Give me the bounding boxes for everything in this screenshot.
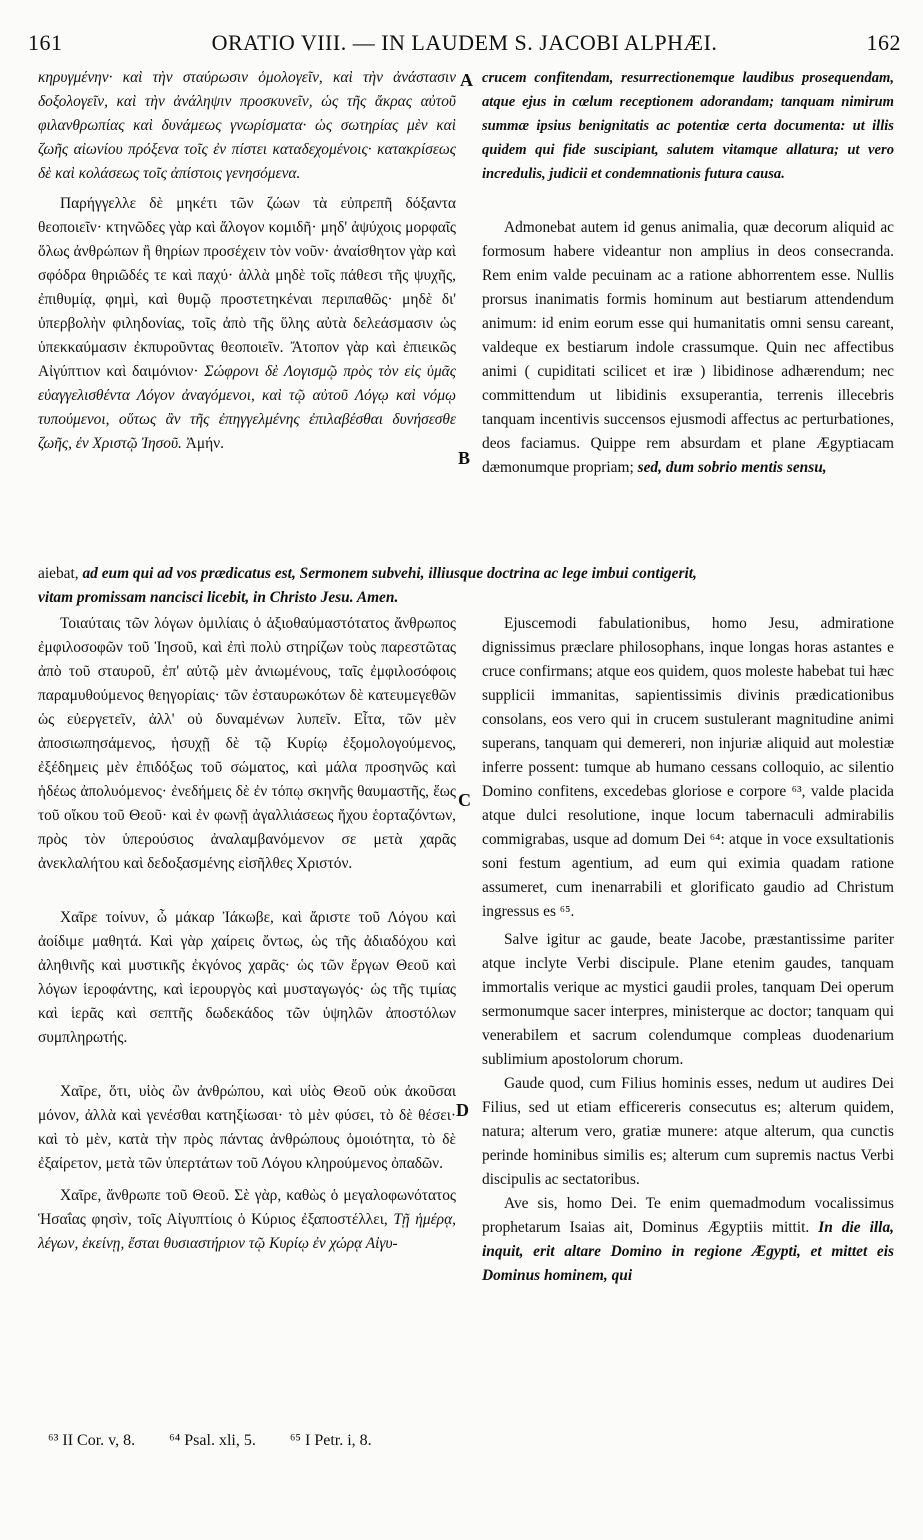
margin-letter-b: B xyxy=(458,448,471,468)
latin-paragraph-3: Ejuscemodi fabulationibus, homo Jesu, admiratione dignissimus præclare philosophans, inque longas horas astantes e cruce confirmans; atque eos quidem, quos moleste habebat tui hæc supplicii immanitas, sapientissimis divinis prædicationibus consolans, eos vero qui in crucem sustulerant magnitudine animi superans, tanquam qui demereri, non injuriæ aliquid aut molestiæ inferre possent: tumque ab humano cessans colloquio, ac silentio Domino confitens, excedebas gloriose e corpore ⁶³, valde placida atque dulci resolutione, inque locum tabernaculi admirabilis commigrabas, usque ad domum Dei ⁶⁴: atque in voce exsultationis soni festum agentium, ad eum qui eximia quadam ratione assumeret, cum inenarrabili et glorificato gaudio ad Christum ingressus es ⁶⁵. xyxy=(482,615,894,920)
running-head: ORATIO VIII. — IN LAUDEM S. JACOBI ALPHÆI. xyxy=(211,30,718,55)
footnote-65: ⁶⁵ I Petr. i, 8. xyxy=(289,1432,372,1449)
greek-paragraph-2-text: Παρήγγελλε δὲ μηκέτι τῶν ζώων τὰ εὐπρεπῆ δόξαντα θεοποιεῖν· κτηνῶδες γὰρ καὶ ἄλογον κομιδῆ· μηδ' ἀψύχοις μορφαῖς ὅλως ἀνθρώπων ἢ θηρίων προσέχειν τὸν νοῦν· ἀναίσθητον γὰρ καὶ σφόδρα θηριῶδές τε καὶ παχύ· ἀλλὰ μηδὲ τοῖς πάθεσι τῆς ψυχῆς, ἐπιθυμίᾳ, φημὶ, καὶ θυμῷ προστετηκέναι περιπαθῶς· μηδὲ δι' ὑπερβολὴν φιληδονίας, τοῖς ἀπὸ τῆς ὕλης αὐτὰ δελεάσμασιν ὡς ὑπεκκαύμασιν ἐκπυροῦντας θεοποιεῖν. Ἄτοπον γὰρ καὶ ἐπιεικῶς Αἰγύπτιον καὶ δαιμόνιον· xyxy=(38,195,456,380)
latin-column-top xyxy=(482,66,894,480)
latin-paragraph-6-italic: In die illa, inquit, erit altare Domino in regione Ægypti, et mittet eis Dominus hominem, xyxy=(482,1219,894,1284)
greek-paragraph-2-italic: Σώφρονι δὲ Λογισμῷ πρὸς τὸν εἰς ὑμᾶς εὐαγγελισθέντα Λόγον ἀναγόμενοι, καὶ τῷ αὐτοῦ Λόγῳ καὶ νόμῳ τυπούμενοι, οὕτως ἂν τῆς ἐπηγγελμένης ἐπιλαβέσθαι δυνήσεσθε ζωῆς, ἐν Χριστῷ Ἰησοῦ. xyxy=(38,363,456,452)
greek-paragraph-2-end: Ἀμήν. xyxy=(185,435,224,452)
latin-paragraph-2 xyxy=(482,216,894,480)
greek-paragraph-6 xyxy=(38,1184,456,1256)
greek-column-bottom xyxy=(38,612,456,1256)
full-width-start: aiebat, xyxy=(38,565,79,582)
page-number-right: 162 xyxy=(866,30,901,55)
latin-paragraph-2-italic: sed, dum sobrio mentis sensu, xyxy=(637,459,827,476)
greek-column-top xyxy=(38,66,456,456)
latin-paragraph-4: Salve igitur ac gaude, beate Jacobe, præstantissime pariter atque inclyte Verbi discipule. Plane etenim gaudes, tanquam immortalis verique ac mystici gaudii proles, tanquam Dei operum sermonumque sacer interpres, ministerque ac doctor; tanquam qui venerabilem et sacrum colendumque compleas duodenarium sublimium apostolorum chorum. xyxy=(482,931,894,1068)
latin-paragraph-6 xyxy=(482,1192,894,1288)
margin-letter-c: C xyxy=(458,790,471,810)
margin-letter-a: A xyxy=(460,70,473,90)
page-header xyxy=(28,30,901,60)
greek-paragraph-3: Τοιαύταις τῶν λόγων ὁμιλίαις ὁ ἀξιοθαύμαστότατος ἄνθρωπος ἐμφιλοσοφῶν τοῦ Ἰησοῦ, καὶ ἐπὶ πολὺ στηρίζων τοὺς παρεστῶτας ἀπὸ τοῦ σταυροῦ, ἐπ' αὐτῷ μὲν ἀνιωμένους, ταῖς ἐμφιλοσόφοις παραμυθούμενος θεηγορίαις· τῶν ἐσταυρωκότων δὲ κατευμεγεθῶν ὡς εὐεργετεῖν, ἀλλ' οὐ δυναμένων λυπεῖν. Εἶτα, τῶν μὲν ἀποσιωπησάμενος, ἡσυχῇ δὲ τῷ Κυρίῳ ἐξομολογούμενος, ἐξέδημεις μὲν ἐπιδόξως τοῦ σώματος, καὶ μάλα προσηνῶς καὶ ἡδέως ἀπολυόμενος· ἐνεδήμεις δὲ ἐν τόπῳ σκηνῆς θαυμαστῆς, ἕως τοῦ οἴκου τοῦ Θεοῦ· καὶ ἐν φωνῇ ἀγαλλιάσεως ἤχου ἑορταζόντων, πρὸς τὸν ὑπερούσιος ἀναλαμβανόμενον σε μετὰ χαρᾶς ἀνεκλαλήτου καὶ δεδοξασμένης εἰσῆλθες Χριστόν. xyxy=(38,615,456,872)
footnotes xyxy=(48,1432,402,1450)
greek-paragraph-2 xyxy=(38,192,456,456)
margin-letter-d: D xyxy=(456,1100,469,1120)
latin-paragraph-2-text: Admonebat autem id genus animalia, quæ decorum aliquid ac formosum habere videantur non amplius in deos consecranda. Rem enim valde pecuinam ac a ratione abhorrentem esse. Nullis prorsus inanimatis formis hominum aut bestiarum attendendum animum: id enim eorum esse qui humanitatis omni sensu careant, valdeque ex bestiarum indole crassumque. Quin nec affectibus animi ( cupiditati scilicet et iræ ) libidinose adhærendum; nec committendum ut libidinis exsuperantia, terrenis illecebris tanquam incentivis succensos ejusmodi affectus ac perturbationes, deos faciamus. Quippe rem absurdam et plane Ægyptiacam dæmonumque propriam; xyxy=(482,219,894,476)
latin-paragraph-1: crucem confitendam, resurrectionemque laudibus prosequendam, atque ejus in cœlum receptionem adorandam; tanquam nimirum summæ ipsius benignitatis ac potentiæ certa documenta: ut illis quidem qui fide suscipiant, salutem vitamque allatura; ut vero incredulis, judicii et condemnationis futura causa. xyxy=(482,70,894,182)
greek-paragraph-5: Χαῖρε, ὅτι, υἱὸς ὢν ἀνθρώπου, καὶ υἱὸς Θεοῦ οὐκ ἀκοῦσαι μόνον, ἀλλὰ καὶ γενέσθαι κατηξίωσαι· τὸ μὲν φύσει, τὸ δὲ θέσει· καὶ τὸ μὲν, κατὰ τὴν πρὸς πάντας ἀνθρώπους ὁμοιότητα, τὸ δὲ ἐξαίρετον, μετὰ τῶν ὑπερτάτων τοῦ Λόγου κληρούμενος ὀπαδῶν. xyxy=(38,1083,456,1172)
full-width-italic-1: ad eum qui ad vos prædicatus est, Sermonem xyxy=(82,565,369,582)
full-width-italic-2: vitam promissam nancisci licebit, in Christo Jesu. Amen. xyxy=(38,589,399,606)
latin-paragraph-6-end: qui xyxy=(611,1267,633,1284)
full-width-line xyxy=(38,562,894,610)
footnote-63: ⁶³ II Cor. v, 8. xyxy=(48,1432,136,1449)
latin-paragraph-5: Gaude quod, cum Filius hominis esses, nedum ut audires Dei Filius, sed ut etiam efficereris consecutus es; alterum quidem, natura; alterum vero, gratiæ munere: atque alterum, qua cunctis perinde hominibus similis es; alterum cum supremis nactus Verbi discipulis ac sectatoribus. xyxy=(482,1075,894,1188)
page-number-left: 161 xyxy=(28,30,63,55)
latin-paragraph-6-text: Ave sis, homo Dei. Te enim quemadmodum vocalissimus prophetarum Isaias ait, Dominus Ægyptiis mittit. xyxy=(482,1195,894,1236)
full-width-italic-latin: subvehi, illiusque doctrina ac lege imbui contigerit, xyxy=(371,565,697,582)
greek-paragraph-4: Χαῖρε τοίνυν, ὦ μάκαρ Ἰάκωβε, καὶ ἄριστε τοῦ Λόγου καὶ ἀοίδιμε μαθητά. Καὶ γὰρ χαίρεις ὄντως, ὡς τῆς ἀδιαδόχου καὶ ἀληθινῆς καὶ μυστικῆς ἐκγόνος χαρᾶς· ὡς τῶν ἔργων Θεοῦ καὶ λόγων ἱεροφάντης, καὶ ἱερουργὸς καὶ μυσταγωγός· ὡς τῆς τιμίας καὶ ἱερᾶς καὶ σεπτῆς δωδεκάδος τῶν ὑψηλῶν ἀποστόλων συμπληρωτής. xyxy=(38,909,456,1046)
latin-column-bottom xyxy=(482,612,894,1288)
greek-paragraph-6-italic: Τῇ ἡμέρᾳ, λέγων, ἐκείνῃ, ἔσται θυσιαστήριον τῷ Κυρίῳ ἐν χώρᾳ Αἰγυ- xyxy=(38,1211,456,1252)
footnote-64: ⁶⁴ Psal. xli, 5. xyxy=(169,1432,256,1449)
greek-paragraph-1: κηρυγμένην· καὶ τὴν σταύρωσιν ὁμολογεῖν, καὶ τὴν ἀνάστασιν δοξολογεῖν, καὶ τὴν ἀνάληψιν προσκυνεῖν, ὡς τῆς ἄκρας αὐτοῦ φιλανθρωπίας καὶ δυνάμεως γνωρίσματα· ὡς σωτηρίας μὲν καὶ ζωῆς αἰωνίου πρόξενα τοῖς ἐν πίστει καταδεχομένοις· κατακρίσεως δὲ καὶ κολάσεως τοῖς ἀπίστοις γενησόμενα. xyxy=(38,69,456,182)
greek-paragraph-6-text: Χαῖρε, ἄνθρωπε τοῦ Θεοῦ. Σὲ γὰρ, καθὼς ὁ μεγαλοφωνότατος Ἡσαΐας φησὶν, τοῖς Αἰγυπτίοις ὁ Κύριος ἐξαποστέλλει, xyxy=(38,1187,456,1228)
